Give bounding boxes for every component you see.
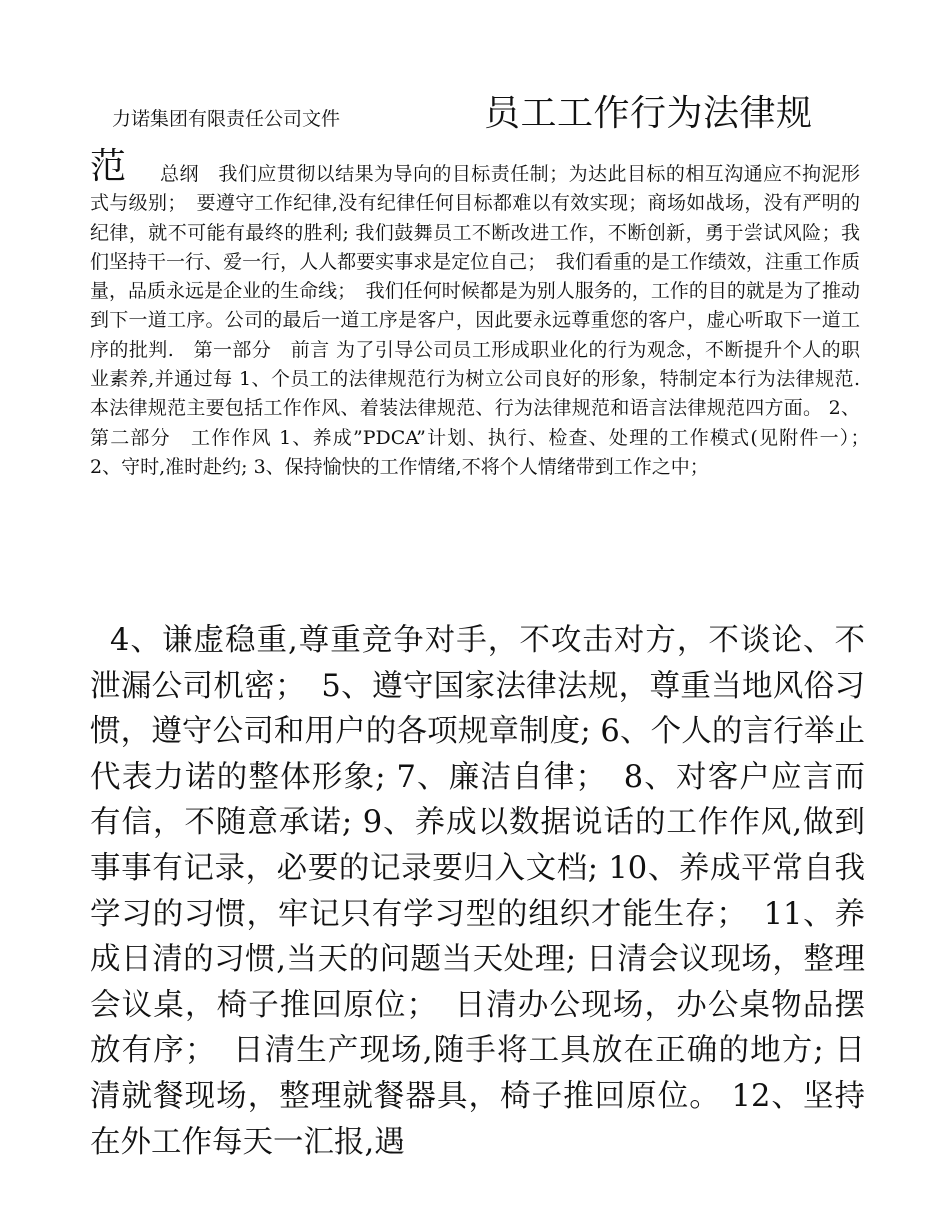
document-title: 员工工作行为法律规 (484, 93, 813, 134)
document-title-tail: 范 (90, 146, 127, 187)
large-text-paragraph: 4、谦虚稳重,尊重竞争对手，不攻击对方，不谈论、不泄漏公司机密； 5、遵守国家法律法规，尊重当地风俗习惯，遵守公司和用户的各项规章制度; 6、个人的言行举止代表力诺的整体形象; 7、廉洁自律； 8、对客户应言而有信，不随意承诺; 9、养成以数据说话的工作作风,做到事事有记录，必要的记录要归入文档; 10、养成平常自我学习的习惯，牢记只有学习型的组织才能生存； 11、养成日清的习惯,当天的问题当天处理; 日清会议现场，整理会议桌，椅子推回原位； 日清办公现场，办公桌物品摆放有序； 日清生产现场,随手将工具放在正确的地方; 日清就餐现场，整理就餐器具，椅子推回原位。 12、坚持在外工作每天一汇报,遇 (90, 623, 865, 1160)
company-document-line: 力诺集团有限责任公司文件 (112, 108, 341, 130)
small-text-paragraph: 总纲 我们应贯彻以结果为导向的目标责任制；为达此目标的相互沟通应不拘泥形式与级别； 要遵守工作纪律,没有纪律任何目标都难以有效实现；商场如战场，没有严明的纪律，就不可能有最终的胜利; 我们鼓舞员工不断改进工作，不断创新，勇于尝试风险；我们坚持干一行、爱一行，人人都要实事求是定位自己； 我们看重的是工作绩效，注重工作质量，品质永远是企业的生命线； 我们任何时候都是为别人服务的，工作的目的就是为了推动到下一道工序。公司的最后一道工序是客户，因此要永远尊重您的客户，虚心听取下一道工序的批判. 第一部分 前言 为了引导公司员工形成职业化的行为观念，不断提升个人的职业素养,并通过每 1、个员工的法律规范行为树立公司良好的形象，特制定本行为法律规范. 本法律规范主要包括工作作风、着装法律规范、行为法律规范和语言法律规范四方面。 2、第二部分 工作作风 1、养成”PDCA”计划、执行、检查、处理的工作模式(见附件一）； 2、守时,准时赴约; 3、保持愉快的工作情绪,不将个人情绪带到工作之中； (90, 163, 880, 478)
document-header (112, 92, 872, 148)
